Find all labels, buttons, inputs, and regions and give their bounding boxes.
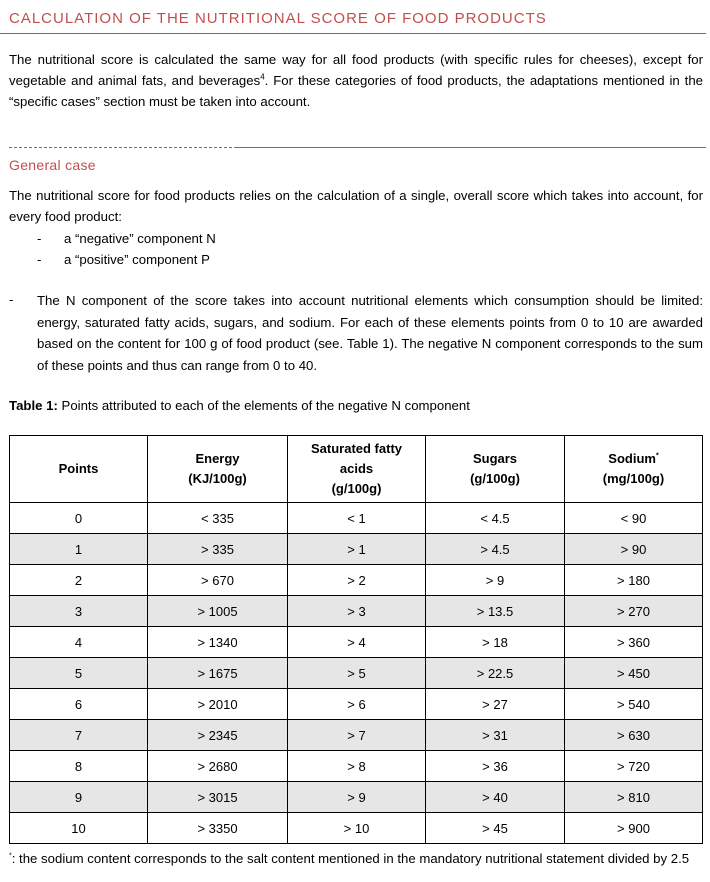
cell-sodium: > 630 xyxy=(565,720,703,751)
section-divider-dashed xyxy=(9,147,237,148)
cell-points: 8 xyxy=(10,751,148,782)
table-caption-text: Points attributed to each of the elements of the negative N component xyxy=(57,398,470,413)
cell-saturated: > 9 xyxy=(288,782,426,813)
cell-sodium: > 810 xyxy=(565,782,703,813)
cell-points: 2 xyxy=(10,565,148,596)
cell-saturated: > 4 xyxy=(288,627,426,658)
title-underline xyxy=(0,33,706,34)
cell-energy: > 1005 xyxy=(148,596,288,627)
cell-energy: > 3015 xyxy=(148,782,288,813)
n-component-dash: - xyxy=(9,292,14,307)
header-points: Points xyxy=(10,436,148,503)
table-row xyxy=(10,689,703,720)
cell-points: 10 xyxy=(10,813,148,844)
footnote-ref-4: 4 xyxy=(260,72,265,82)
intro-text-end: . For these categories of food products, the adaptations mentioned in the “specific cases” section must be taken into account. xyxy=(9,73,703,109)
cell-energy: > 1340 xyxy=(148,627,288,658)
bullet-dash: - xyxy=(37,252,42,267)
cell-saturated: > 6 xyxy=(288,689,426,720)
section-divider xyxy=(237,147,706,148)
cell-sugars: > 31 xyxy=(426,720,565,751)
cell-points: 4 xyxy=(10,627,148,658)
table-header-row xyxy=(10,436,703,503)
table-row xyxy=(10,782,703,813)
table-row xyxy=(10,658,703,689)
footnote-text: : the sodium content corresponds to the salt content mentioned in the mandatory nutritional statement divided by 2.5 xyxy=(11,851,690,866)
cell-energy: > 2345 xyxy=(148,720,288,751)
table-row xyxy=(10,813,703,844)
header-sodium: Sodium* (mg/100g) xyxy=(565,436,703,503)
table-row xyxy=(10,503,703,534)
cell-points: 6 xyxy=(10,689,148,720)
cell-energy: > 2010 xyxy=(148,689,288,720)
bullet-text: a “positive” component P xyxy=(64,252,210,267)
bullet-dash: - xyxy=(37,231,42,246)
intro-paragraph xyxy=(9,49,703,112)
intro-text: The nutritional score is calculated the same way for all food products (with specific rules for cheeses), except for vegetable and animal fats, and beverages xyxy=(9,52,703,88)
header-saturated-fatty-acids: Saturated fatty acids (g/100g) xyxy=(288,436,426,503)
points-table xyxy=(9,435,703,844)
cell-energy: > 3350 xyxy=(148,813,288,844)
table-row xyxy=(10,534,703,565)
table-row xyxy=(10,596,703,627)
cell-sugars: < 4.5 xyxy=(426,503,565,534)
cell-sodium: > 360 xyxy=(565,627,703,658)
cell-points: 1 xyxy=(10,534,148,565)
cell-saturated: < 1 xyxy=(288,503,426,534)
cell-sugars: > 40 xyxy=(426,782,565,813)
footnote-marker: * xyxy=(9,852,12,860)
cell-sodium: < 90 xyxy=(565,503,703,534)
table-caption-label: Table 1: xyxy=(9,398,58,413)
cell-sodium: > 900 xyxy=(565,813,703,844)
cell-saturated: > 10 xyxy=(288,813,426,844)
cell-sodium: > 540 xyxy=(565,689,703,720)
cell-energy: > 1675 xyxy=(148,658,288,689)
cell-saturated: > 2 xyxy=(288,565,426,596)
bullet-text: a “negative” component N xyxy=(64,231,216,246)
table-footnote xyxy=(9,848,703,869)
cell-energy: > 670 xyxy=(148,565,288,596)
cell-points: 7 xyxy=(10,720,148,751)
table-caption xyxy=(9,398,470,413)
cell-saturated: > 7 xyxy=(288,720,426,751)
cell-sugars: > 9 xyxy=(426,565,565,596)
cell-sugars: > 18 xyxy=(426,627,565,658)
cell-saturated: > 1 xyxy=(288,534,426,565)
section-title-general-case: General case xyxy=(9,157,96,173)
cell-sodium: > 270 xyxy=(565,596,703,627)
header-energy: Energy (KJ/100g) xyxy=(148,436,288,503)
page-title: CALCULATION OF THE NUTRITIONAL SCORE OF FOOD PRODUCTS xyxy=(9,10,547,27)
cell-sugars: > 36 xyxy=(426,751,565,782)
cell-energy: > 2680 xyxy=(148,751,288,782)
table-row xyxy=(10,565,703,596)
cell-sodium: > 720 xyxy=(565,751,703,782)
table-row xyxy=(10,751,703,782)
table-row xyxy=(10,720,703,751)
cell-sodium: > 180 xyxy=(565,565,703,596)
n-component-paragraph: The N component of the score takes into account nutritional elements which consumption should be limited: energy, saturated fatty acids, sugars, and sodium. For each of these elements points from 0 to 10 are awarded based on the content for 100 g of food product (see. Table 1). The negative N component corresponds to the sum of these points and thus can range from 0 to 40. xyxy=(37,293,703,373)
cell-points: 0 xyxy=(10,503,148,534)
cell-sodium: > 450 xyxy=(565,658,703,689)
cell-points: 9 xyxy=(10,782,148,813)
table-row xyxy=(10,627,703,658)
cell-saturated: > 5 xyxy=(288,658,426,689)
cell-saturated: > 8 xyxy=(288,751,426,782)
cell-points: 5 xyxy=(10,658,148,689)
cell-sodium: > 90 xyxy=(565,534,703,565)
header-sugars: Sugars (g/100g) xyxy=(426,436,565,503)
cell-sugars: > 4.5 xyxy=(426,534,565,565)
cell-saturated: > 3 xyxy=(288,596,426,627)
cell-sugars: > 22.5 xyxy=(426,658,565,689)
cell-sugars: > 13.5 xyxy=(426,596,565,627)
cell-sugars: > 27 xyxy=(426,689,565,720)
cell-energy: > 335 xyxy=(148,534,288,565)
general-case-paragraph: The nutritional score for food products relies on the calculation of a single, overall score which takes into account, for every food product: xyxy=(9,188,703,224)
cell-points: 3 xyxy=(10,596,148,627)
cell-sugars: > 45 xyxy=(426,813,565,844)
cell-energy: < 335 xyxy=(148,503,288,534)
